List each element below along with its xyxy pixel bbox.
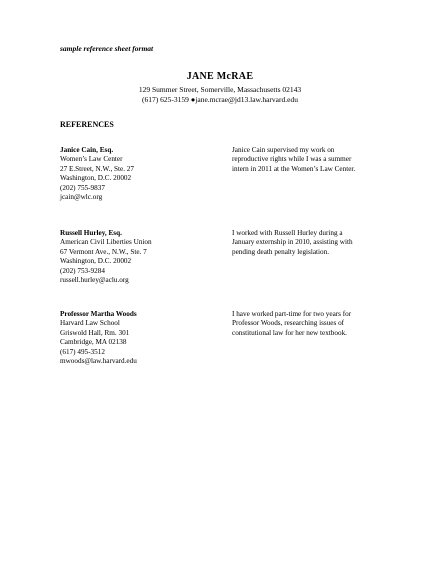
reference-phone: (202) 755-9837	[60, 183, 105, 192]
reference-email: jcain@wlc.org	[60, 193, 103, 202]
reference-description-2	[232, 229, 392, 257]
description-line: constitutional law for her new textbook.	[232, 328, 347, 337]
reference-city: Washington, D.C. 20002	[60, 257, 132, 266]
reference-street: Griswold Hall, Rm. 301	[60, 328, 130, 337]
applicant-contact: (617) 625-3159 ●jane.mcrae@jd13.law.harvard.edu	[142, 95, 298, 104]
reference-organization: Women’s Law Center	[60, 155, 123, 164]
description-line: Professor Woods, researching issues of	[232, 319, 345, 328]
description-line: Janice Cain supervised my work on	[232, 146, 335, 154]
description-line: intern in 2011 at the Women’s Law Center.	[232, 164, 356, 173]
reference-contact-3	[60, 310, 220, 366]
reference-name: Janice Cain, Esq.	[60, 146, 114, 154]
document-label: sample reference sheet format	[60, 44, 154, 53]
reference-name: Professor Martha Woods	[60, 310, 137, 318]
reference-name: Russell Hurley, Esq.	[60, 229, 122, 237]
reference-city: Washington, D.C. 20002	[60, 174, 132, 183]
description-line: pending death penalty legislation.	[232, 247, 330, 256]
reference-description-1	[232, 146, 392, 174]
reference-email: mwoods@law.harvard.edu	[60, 357, 137, 366]
applicant-address: 129 Summer Street, Somerville, Massachusetts 02143	[138, 85, 302, 94]
description-line: I have worked part-time for two years for	[232, 310, 352, 318]
reference-street: 27 E.Street, N.W., Ste. 27	[60, 164, 134, 173]
reference-email: russell.hurley@aclu.org	[60, 276, 129, 285]
reference-organization: American Civil Liberties Union	[60, 238, 152, 247]
reference-contact-1	[60, 146, 220, 202]
description-line: reproductive rights while I was a summer	[232, 155, 352, 164]
reference-city: Cambridge, MA 02138	[60, 338, 127, 347]
reference-phone: (617) 495-3512	[60, 347, 105, 356]
reference-contact-2	[60, 229, 220, 285]
reference-description-3	[232, 310, 392, 338]
description-line: I worked with Russell Hurley during a	[232, 229, 343, 237]
applicant-name: JANE McRAE	[186, 71, 254, 82]
reference-phone: (202) 753-9284	[60, 266, 105, 275]
section-title: REFERENCES	[60, 120, 114, 129]
reference-street: 67 Vermont Ave., N.W., Ste. 7	[60, 247, 147, 256]
description-line: January externship in 2010, assisting with	[232, 238, 353, 247]
reference-organization: Harvard Law School	[60, 319, 120, 328]
